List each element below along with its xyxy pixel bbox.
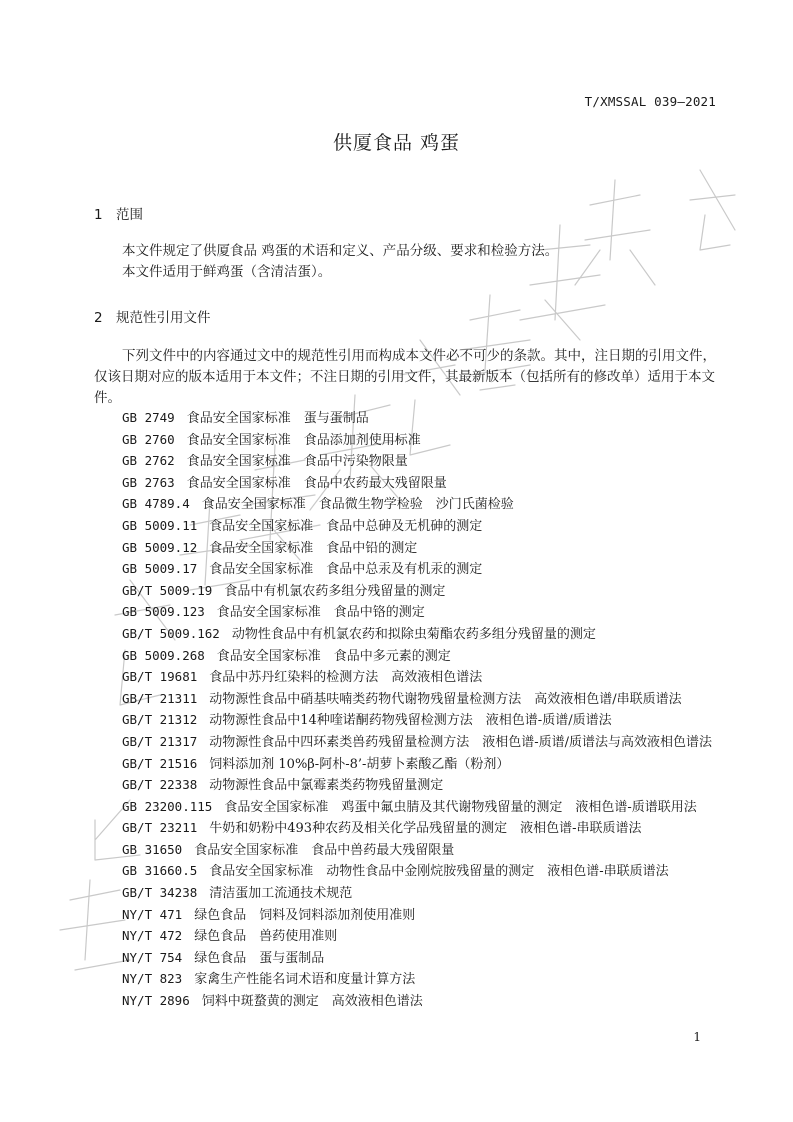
reference-code: GB 2749 <box>122 410 175 425</box>
reference-code: NY/T 472 <box>122 928 183 944</box>
reference-title: 食品安全国家标准 食品添加剂使用标准 <box>186 432 421 448</box>
reference-code: NY/T 2896 <box>122 993 190 1009</box>
reference-code: GB/T 23211 <box>122 820 198 836</box>
reference-item <box>94 818 720 840</box>
section-number: 2 <box>94 310 103 326</box>
scope-paragraph: 本文件规定了供厦食品 鸡蛋的术语和定义、产品分级、要求和检验方法。 <box>122 243 559 259</box>
scope-paragraph: 本文件适用于鲜鸡蛋（含清洁蛋）。 <box>122 264 332 280</box>
reference-code: GB 2762 <box>122 453 175 469</box>
normative-intro <box>94 346 720 409</box>
reference-code: GB 4789.4 <box>122 496 190 512</box>
reference-item <box>94 754 720 776</box>
reference-code: GB/T 34238 <box>122 885 198 901</box>
reference-list <box>94 408 720 1013</box>
reference-item <box>94 602 720 624</box>
standard-code: T/XMSSAL 039—2021 <box>584 94 716 109</box>
reference-item <box>94 494 720 516</box>
reference-title: 动物性食品中有机氯农药和拟除虫菊酯农药多组分残留量的测定 <box>231 626 596 642</box>
reference-item <box>94 516 720 538</box>
reference-title: 动物源性食品中14种喹诺酮药物残留检测方法 液相色谱-质谱/质谱法 <box>209 713 612 729</box>
reference-code: GB/T 21312 <box>122 712 198 728</box>
reference-item <box>94 732 720 754</box>
reference-code: GB 31660.5 <box>122 863 198 879</box>
reference-code: GB/T 19681 <box>122 669 198 685</box>
reference-item <box>94 775 720 797</box>
reference-title: 食品安全国家标准 食品中污染物限量 <box>186 454 408 470</box>
reference-title: 绿色食品 兽药使用准则 <box>194 929 338 945</box>
reference-title: 食品中苏丹红染料的检测方法 高效液相色谱法 <box>209 670 483 686</box>
reference-item <box>94 473 720 495</box>
section-title: 规范性引用文件 <box>116 310 211 326</box>
section-heading-scope <box>94 203 143 223</box>
reference-title: 动物源性食品中硝基呋喃类药物代谢物残留量检测方法 高效液相色谱/串联质谱法 <box>209 691 682 707</box>
reference-item <box>94 430 720 452</box>
reference-code: NY/T 823 <box>122 971 183 987</box>
reference-title: 食品安全国家标准 蛋与蛋制品 <box>186 411 369 426</box>
reference-code: GB/T 21311 <box>122 690 198 706</box>
reference-title: 食品安全国家标准 食品中多元素的测定 <box>216 648 451 664</box>
reference-title: 食品安全国家标准 食品中铬的测定 <box>216 605 425 621</box>
reference-item <box>94 861 720 883</box>
reference-title: 绿色食品 饲料及饲料添加剂使用准则 <box>194 907 416 923</box>
reference-item <box>94 689 720 711</box>
reference-title: 饲料中斑蝥黄的测定 高效液相色谱法 <box>201 994 423 1010</box>
intro-paragraph: 下列文件中的内容通过文中的规范性引用而构成本文件必不可少的条款。其中，注日期的引用文件，仅该日期对应的版本适用于本文件；不注日期的引用文件，其最新版本（包括所有的修改单）适用于本文件。 <box>94 348 716 406</box>
reference-title: 食品安全国家标准 鸡蛋中氟虫腈及其代谢物残留量的测定 液相色谱-质谱联用法 <box>224 799 697 815</box>
reference-item <box>94 969 720 991</box>
reference-item <box>94 710 720 732</box>
reference-item <box>94 840 720 862</box>
reference-code: GB 5009.17 <box>122 561 198 577</box>
reference-code: GB 5009.12 <box>122 539 198 555</box>
reference-code: GB/T 5009.19 <box>122 582 213 598</box>
reference-title: 牛奶和奶粉中493种农药及相关化学品残留量的测定 液相色谱-串联质谱法 <box>209 821 642 837</box>
page-number: 1 <box>693 1030 701 1044</box>
reference-title: 动物源性食品中四环素类兽药残留量检测方法 液相色谱-质谱/质谱法与高效液相色谱法 <box>209 734 713 750</box>
reference-title: 饲料添加剂 10%β-阿朴-8’-胡萝卜素酸乙酯（粉剂） <box>209 756 510 772</box>
reference-item <box>94 408 720 430</box>
reference-code: GB/T 5009.162 <box>122 625 220 641</box>
section-heading-normative <box>94 306 211 326</box>
scope-text <box>94 241 720 283</box>
reference-item <box>94 667 720 689</box>
reference-item <box>94 559 720 581</box>
reference-title: 食品中有机氯农药多组分残留量的测定 <box>224 583 446 599</box>
reference-item <box>94 646 720 668</box>
reference-item <box>94 883 720 905</box>
reference-item <box>94 991 720 1013</box>
reference-title: 食品安全国家标准 食品中总汞及有机汞的测定 <box>209 562 483 578</box>
reference-item <box>94 581 720 603</box>
reference-code: NY/T 471 <box>122 906 183 922</box>
reference-code: GB/T 22338 <box>122 777 198 793</box>
reference-code: GB 5009.268 <box>122 647 205 663</box>
reference-code: GB/T 21317 <box>122 733 198 749</box>
reference-title: 食品安全国家标准 动物性食品中金刚烷胺残留量的测定 液相色谱-串联质谱法 <box>209 864 669 880</box>
reference-title: 食品安全国家标准 食品微生物学检验 沙门氏菌检验 <box>201 497 514 513</box>
reference-code: GB 23200.115 <box>122 798 213 814</box>
reference-code: GB 5009.11 <box>122 517 198 533</box>
reference-code: GB 2760 <box>122 431 175 447</box>
reference-code: GB/T 21516 <box>122 755 198 771</box>
document-title: 供厦食品 鸡蛋 <box>332 132 461 154</box>
reference-title: 食品安全国家标准 食品中铅的测定 <box>209 540 418 556</box>
reference-code: GB 31650 <box>122 841 183 857</box>
reference-item <box>94 797 720 819</box>
reference-title: 清洁蛋加工流通技术规范 <box>209 886 353 902</box>
reference-item <box>94 538 720 560</box>
reference-item <box>94 948 720 970</box>
reference-code: GB 2763 <box>122 474 175 490</box>
section-number: 1 <box>94 207 103 223</box>
reference-code: NY/T 754 <box>122 949 183 965</box>
reference-item <box>94 905 720 927</box>
section-title: 范围 <box>116 207 143 223</box>
reference-title: 绿色食品 蛋与蛋制品 <box>194 950 325 966</box>
reference-title: 动物源性食品中氯霉素类药物残留量测定 <box>209 778 444 794</box>
reference-item <box>94 451 720 473</box>
reference-title: 食品安全国家标准 食品中农药最大残留限量 <box>186 475 447 491</box>
reference-title: 食品安全国家标准 食品中总砷及无机砷的测定 <box>209 518 483 534</box>
reference-code: GB 5009.123 <box>122 604 205 620</box>
reference-item <box>94 926 720 948</box>
reference-item <box>94 624 720 646</box>
reference-title: 食品安全国家标准 食品中兽药最大残留限量 <box>194 842 455 858</box>
reference-title: 家禽生产性能名词术语和度量计算方法 <box>194 972 416 988</box>
